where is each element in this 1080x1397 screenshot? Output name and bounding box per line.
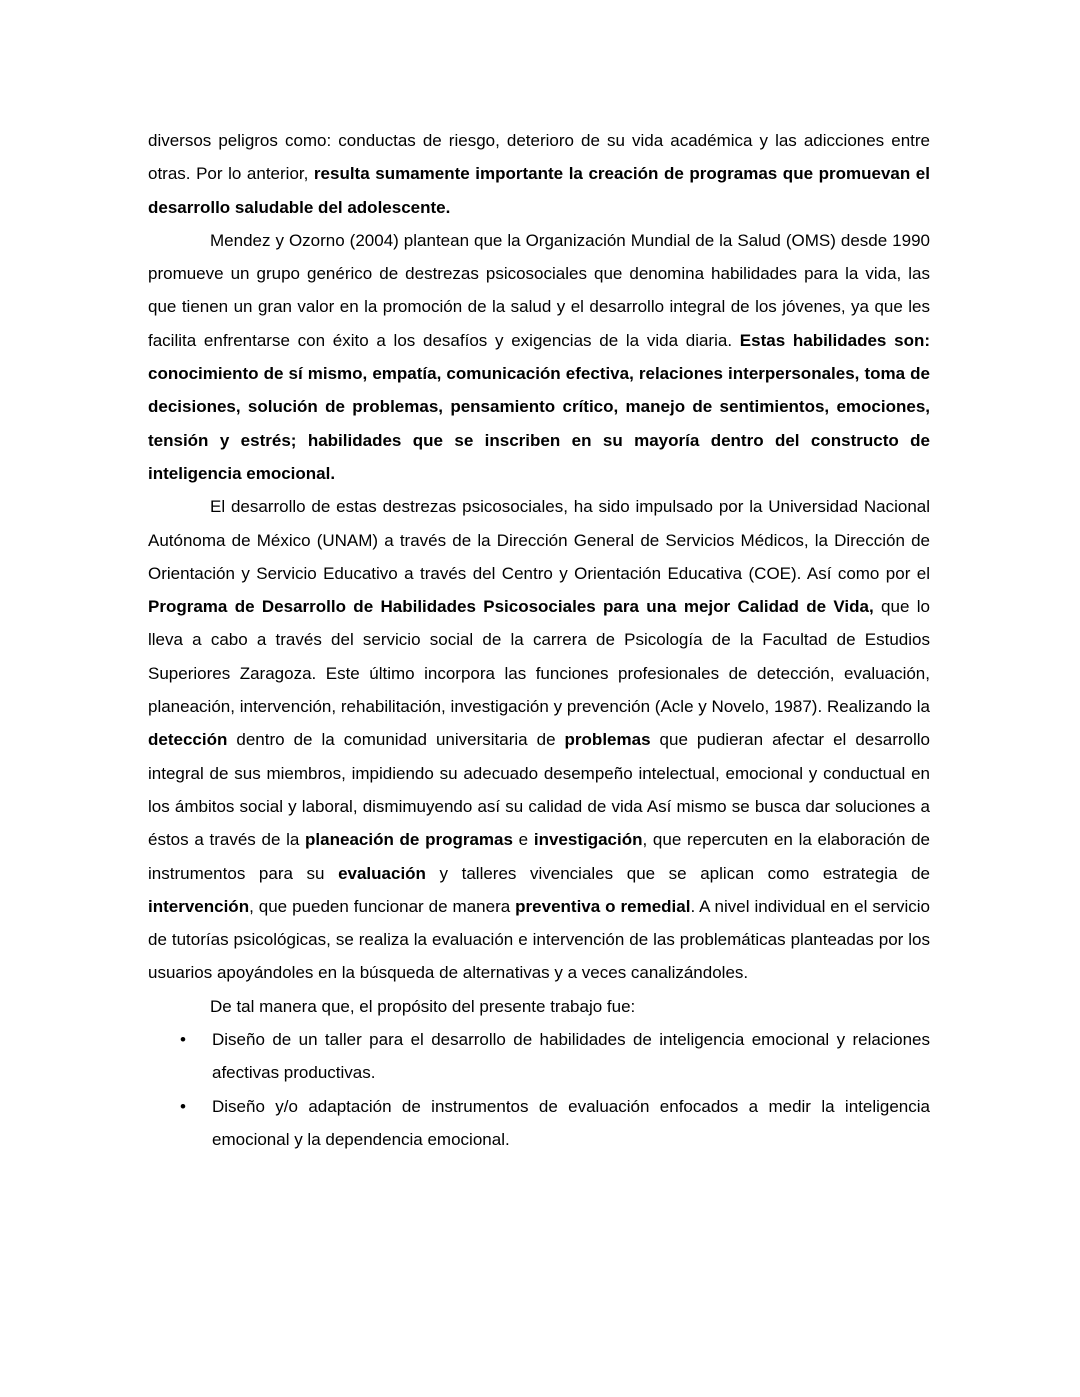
text-run: que lo lleva a cabo a través del servicio social de la carrera de Psicología de la Facultad de Estudios Superiores Zaragoza. Este último incorpora las funciones profesionales de detección, evaluación, planeación, intervención, rehabilitación, investigación y prevención (Acle y Novelo, 1987). Realizando la [148, 597, 930, 717]
paragraph [148, 124, 930, 224]
paragraph [148, 224, 930, 490]
bold-text-run: Estas habilidades son: conocimiento de sí mismo, empatía, comunicación efectiva, relaciones interpersonales, toma de decisiones, solución de problemas, pensamiento crítico, manejo de sentimientos, emociones, tensión y estrés; habilidades que se inscriben en su mayoría dentro del constructo de inteligencia emocional. [148, 330, 930, 483]
text-run: Mendez y Ozorno (2004) plantean que la Organización Mundial de la Salud (OMS) desde 1990 promueve un grupo genérico de destrezas psicosociales que denomina habilidades para la vida, las que tienen un gran valor en la promoción de la salud y el desarrollo integral de los jóvenes, ya que les facilita enfrentarse con éxito a los desafíos y exigencias de la vida diaria. [148, 230, 930, 350]
paragraph [148, 990, 930, 1023]
bold-text-run: problemas [564, 730, 651, 750]
list-item-text [212, 1023, 930, 1090]
text-run: De tal manera que, el propósito del presente trabajo fue: [210, 996, 636, 1016]
list-item-text [212, 1090, 930, 1157]
bullet-icon: • [180, 1096, 186, 1116]
bold-text-run: evaluación [338, 863, 426, 883]
text-run: . A nivel individual en el servicio de tutorías psicológicas, se realiza la evaluación e intervención de las problemáticas planteadas por los usuarios apoyándoles en la búsqueda de alternativas y a veces canalizándoles. [148, 896, 930, 983]
bold-text-run: investigación [533, 830, 643, 850]
list-item [148, 1090, 930, 1157]
paragraph [148, 490, 930, 989]
bold-text-run: Programa de Desarrollo de Habilidades Psicosociales para una mejor Calidad de Vida, [148, 597, 874, 617]
text-run: El desarrollo de estas destrezas psicosociales, ha sido impulsado por la Universidad Nacional Autónoma de México (UNAM) a través de la Dirección General de Servicios Médicos, la Dirección de Orientación y Servicio Educativo a través del Centro y Orientación Educativa (COE). Así como por el [148, 497, 930, 583]
text-run: diversos peligros como: conductas de riesgo, deterioro de su vida académica y las adicciones entre otras. Por lo anterior, [148, 131, 930, 184]
bullet-icon: • [180, 1030, 186, 1050]
text-run: y talleres vivenciales que se aplican como estrategia de [425, 863, 930, 883]
text-run: dentro de la comunidad universitaria de [227, 730, 565, 750]
document-content [148, 124, 930, 1156]
text-run: , que pueden funcionar de manera [249, 896, 516, 916]
text-run: , que repercuten en la elaboración de instrumentos para su [148, 830, 931, 883]
list-item [148, 1023, 930, 1090]
bold-text-run: resulta sumamente importante la creación de programas que promuevan el desarrollo saludable del adolescente. [148, 164, 930, 217]
bold-text-run: preventiva o remedial [515, 896, 691, 916]
text-run: que pudieran afectar el desarrollo integral de sus miembros, impidiendo su adecuado desempeño intelectual, emocional y conductual en los ámbitos social y laboral, dismimuyendo así su calidad de vida Así mismo se busca dar soluciones a éstos a través de la [148, 730, 930, 850]
text-run: Diseño y/o adaptación de instrumentos de evaluación enfocados a medir la inteligencia emocional y la dependencia emocional. [212, 1096, 930, 1149]
bold-text-run: detección [148, 730, 228, 750]
bold-text-run: planeación de programas [305, 830, 513, 850]
text-run: Diseño de un taller para el desarrollo de habilidades de inteligencia emocional y relaciones afectivas productivas. [212, 1030, 930, 1083]
text-run: e [512, 830, 534, 850]
bold-text-run: intervención [148, 896, 250, 916]
